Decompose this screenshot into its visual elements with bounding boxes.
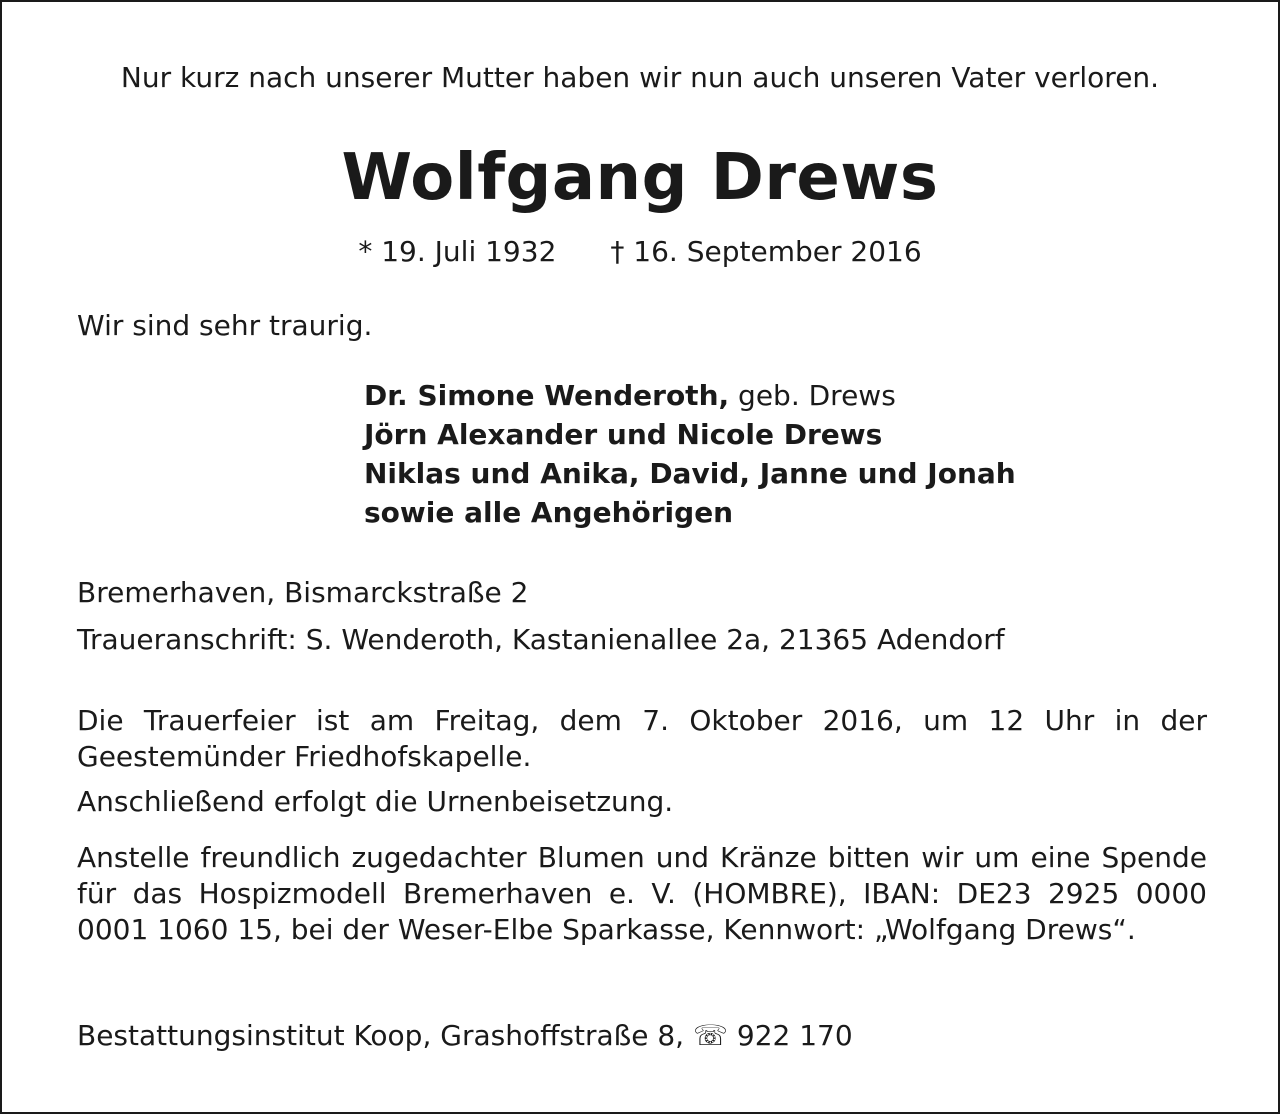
signer-name-1: Dr. Simone Wenderoth, <box>364 379 730 412</box>
home-address: Bremerhaven, Bismarckstraße 2 <box>77 576 529 609</box>
intro-text: Nur kurz nach unserer Mutter haben wir nun auch unseren Vater verloren. <box>120 61 1160 94</box>
death-date: † 16. September 2016 <box>610 235 922 268</box>
signer-line-1 <box>364 376 1016 415</box>
signer-line-2: Jörn Alexander und Nicole Drews <box>364 418 883 451</box>
signer-line-4: sowie alle Angehörigen <box>364 496 734 529</box>
mourning-address: Traueranschrift: S. Wenderoth, Kastanienallee 2a, 21365 Adendorf <box>77 623 1005 656</box>
birth-date: * 19. Juli 1932 <box>358 235 557 268</box>
funeral-home-line: Bestattungsinstitut Koop, Grashoffstraße 8, ☏ 922 170 <box>77 1019 853 1052</box>
signer-line-3: Niklas und Anika, David, Janne und Jonah <box>364 457 1016 490</box>
sad-line: Wir sind sehr traurig. <box>77 309 373 342</box>
ceremony-paragraph: Die Trauerfeier ist am Freitag, dem 7. Oktober 2016, um 12 Uhr in der Geestemünder Friedhofskapelle. <box>77 704 1207 773</box>
life-dates <box>2 234 1278 270</box>
donation-paragraph: Anstelle freundlich zugedachter Blumen und Kränze bitten wir um eine Spende für das Hospizmodell Bremerhaven e. V. (HOMBRE), IBAN: DE23 2925 0000 0001 1060 15, bei der Weser-Elbe Sparkasse, Kennwort: „Wolfgang Drews“. <box>77 841 1207 946</box>
signers-block <box>364 376 1016 532</box>
signer-maiden-name: geb. Drews <box>729 379 896 412</box>
deceased-name: Wolfgang Drews <box>341 141 939 215</box>
burial-paragraph: Anschließend erfolgt die Urnenbeisetzung. <box>77 785 674 818</box>
